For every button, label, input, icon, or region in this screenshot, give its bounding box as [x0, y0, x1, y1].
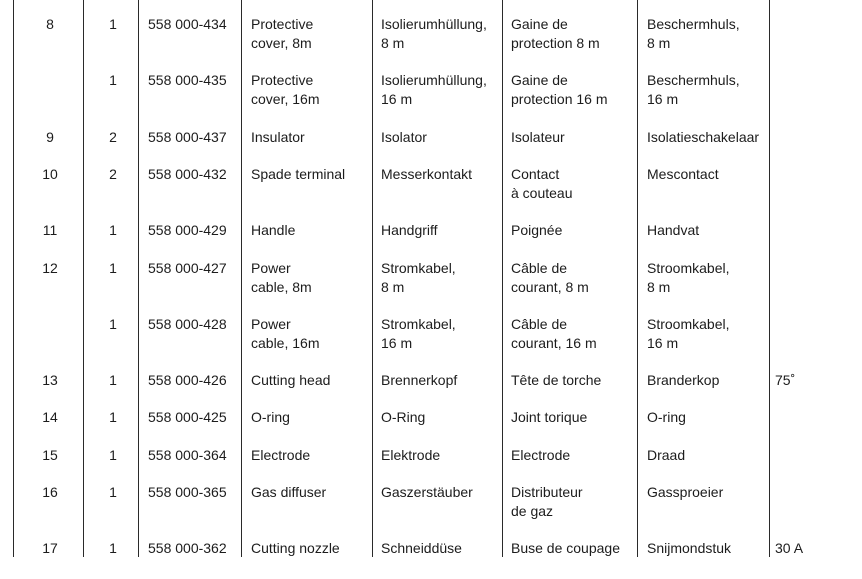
quantity: 1	[109, 372, 117, 388]
table-row	[0, 446, 862, 486]
description-french: Contact à couteau	[511, 166, 573, 201]
part-number: 558 000-434	[148, 16, 227, 32]
part-number: 558 000-362	[148, 540, 227, 556]
description-dutch: Draad	[647, 447, 686, 463]
description-french: Gaine de protection 8 m	[511, 16, 600, 51]
description-german: Handgriff	[381, 222, 438, 238]
description-german: Messerkontakt	[381, 166, 473, 182]
description-french: Câble de courant, 16 m	[511, 316, 597, 351]
description-english: Gas diffuser	[251, 484, 327, 500]
description-french: Poignée	[511, 222, 563, 238]
remark: 30 A	[775, 540, 804, 556]
description-english: O-ring	[251, 409, 290, 425]
quantity: 2	[109, 166, 117, 182]
quantity: 1	[109, 447, 117, 463]
description-english: Cutting nozzle	[251, 540, 340, 556]
table-row	[0, 15, 862, 55]
item-number: 12	[42, 260, 58, 276]
description-dutch: O-ring	[647, 409, 686, 425]
table-row	[0, 315, 862, 355]
quantity: 1	[109, 16, 117, 32]
description-dutch: Handvat	[647, 222, 700, 238]
table-row	[0, 221, 862, 261]
quantity: 1	[109, 316, 117, 332]
item-number: 14	[42, 409, 58, 425]
description-english: Protective cover, 16m	[251, 72, 320, 107]
description-dutch: Beschermhuls, 8 m	[647, 16, 740, 51]
part-number: 558 000-365	[148, 484, 227, 500]
item-number: 8	[46, 16, 54, 32]
part-number: 558 000-437	[148, 129, 227, 145]
part-number: 558 000-429	[148, 222, 227, 238]
description-german: Gaszerstäuber	[381, 484, 473, 500]
item-number: 11	[42, 222, 58, 238]
quantity: 1	[109, 222, 117, 238]
description-dutch: Stroomkabel, 16 m	[647, 316, 730, 351]
description-german: Stromkabel, 8 m	[381, 260, 456, 295]
item-number: 17	[42, 540, 58, 556]
table-row	[0, 71, 862, 111]
table-row	[0, 483, 862, 523]
description-english: Insulator	[251, 129, 305, 145]
description-dutch: Stroomkabel, 8 m	[647, 260, 730, 295]
part-number: 558 000-432	[148, 166, 227, 182]
description-dutch: Mescontact	[647, 166, 719, 182]
description-french: Buse de coupage	[511, 540, 620, 556]
description-german: Schneiddüse	[381, 540, 462, 556]
description-french: Electrode	[511, 447, 571, 463]
table-row	[0, 128, 862, 168]
part-number: 558 000-427	[148, 260, 227, 276]
description-english: Power cable, 8m	[251, 260, 312, 295]
quantity: 1	[109, 540, 117, 556]
description-french: Isolateur	[511, 129, 565, 145]
item-number: 9	[46, 129, 54, 145]
item-number: 15	[42, 447, 58, 463]
description-german: Brennerkopf	[381, 372, 458, 388]
description-dutch: Snijmondstuk	[647, 540, 732, 556]
item-number: 13	[42, 372, 58, 388]
item-number: 16	[42, 484, 58, 500]
remark: 75˚	[775, 372, 796, 388]
description-german: Elektrode	[381, 447, 441, 463]
table-row	[0, 165, 862, 205]
part-number: 558 000-435	[148, 72, 227, 88]
part-number: 558 000-426	[148, 372, 227, 388]
table-row	[0, 539, 862, 579]
description-english: Electrode	[251, 447, 311, 463]
description-dutch: Isolatieschakelaar	[647, 129, 760, 145]
description-german: Isolierumhüllung, 8 m	[381, 16, 487, 51]
description-english: Spade terminal	[251, 166, 346, 182]
table-row	[0, 408, 862, 448]
description-dutch: Branderkop	[647, 372, 720, 388]
description-dutch: Beschermhuls, 16 m	[647, 72, 740, 107]
description-english: Power cable, 16m	[251, 316, 320, 351]
item-number: 10	[42, 166, 58, 182]
description-french: Joint torique	[511, 409, 588, 425]
description-english: Cutting head	[251, 372, 331, 388]
description-french: Gaine de protection 16 m	[511, 72, 608, 107]
description-english: Protective cover, 8m	[251, 16, 314, 51]
quantity: 1	[109, 409, 117, 425]
description-dutch: Gassproeier	[647, 484, 724, 500]
quantity: 2	[109, 129, 117, 145]
description-german: O-Ring	[381, 409, 426, 425]
description-german: Isolierumhüllung, 16 m	[381, 72, 487, 107]
quantity: 1	[109, 484, 117, 500]
part-number: 558 000-364	[148, 447, 227, 463]
quantity: 1	[109, 72, 117, 88]
description-french: Câble de courant, 8 m	[511, 260, 589, 295]
description-german: Stromkabel, 16 m	[381, 316, 456, 351]
description-french: Distributeur de gaz	[511, 484, 583, 519]
table-row	[0, 371, 862, 411]
description-french: Tête de torche	[511, 372, 602, 388]
part-number: 558 000-425	[148, 409, 227, 425]
quantity: 1	[109, 260, 117, 276]
description-english: Handle	[251, 222, 296, 238]
description-german: Isolator	[381, 129, 427, 145]
part-number: 558 000-428	[148, 316, 227, 332]
table-row	[0, 259, 862, 299]
